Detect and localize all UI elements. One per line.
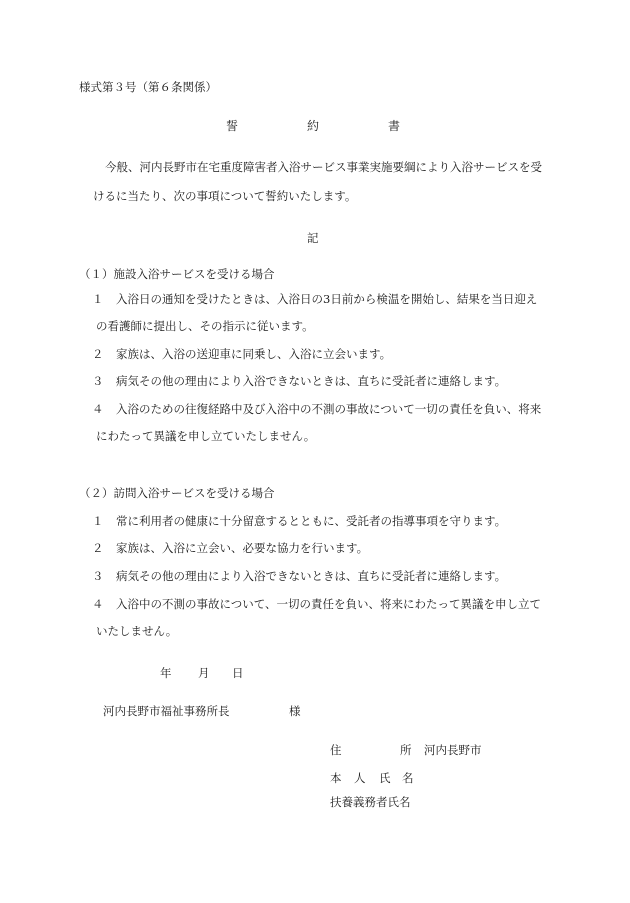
item-text-line-1: 常に利用者の健康に十分留意するとともに、受託者の指導事項を守ります。 — [116, 514, 507, 528]
item-text-line-2: いたしません。 — [96, 624, 178, 638]
name-label-char-4: 名 — [402, 771, 414, 785]
item-text-line-1: 病気その他の理由により入浴できないときは、直ちに受託者に連絡します。 — [116, 374, 507, 388]
item-number: ４ — [92, 402, 104, 416]
item-number: ４ — [92, 597, 104, 611]
item-number: ２ — [92, 541, 104, 555]
name-label-char-1: 本 — [330, 771, 342, 785]
section2-heading: （２）訪問入浴サービスを受ける場合 — [79, 486, 275, 500]
name-row — [330, 773, 450, 787]
item-text-line-2: にわたって異議を申し立ていたしません。 — [96, 429, 316, 443]
date-month: 月 — [198, 666, 210, 680]
ki-heading: 記 — [307, 231, 319, 245]
intro-line-1: 今般、河内長野市在宅重度障害者入浴サービス事業実施要綱により入浴サービスを受 — [105, 160, 542, 174]
item-number: １ — [92, 514, 104, 528]
addressee-honorific: 様 — [289, 704, 301, 718]
item-text-line-1: 家族は、入浴に立会い、必要な協力を行います。 — [116, 541, 369, 555]
name-label-char-2: 人 — [354, 771, 366, 785]
address-row — [330, 745, 530, 759]
item-text-line-1: 入浴日の通知を受けたときは、入浴日の3日前から検温を開始し、結果を当日迎え — [116, 292, 538, 306]
item-number: ３ — [92, 569, 104, 583]
form-number: 様式第３号（第６条関係） — [79, 80, 217, 94]
item-number: １ — [92, 292, 104, 306]
date-year: 年 — [160, 666, 172, 680]
date-line — [160, 668, 250, 682]
date-day: 日 — [232, 666, 244, 680]
item-number: ３ — [92, 374, 104, 388]
item-text-line-1: 入浴中の不測の事故について、一切の責任を負い、将来にわたって異議を申し立て — [116, 597, 542, 611]
name-label-char-3: 氏 — [379, 771, 391, 785]
address-label-2: 所 — [400, 743, 412, 757]
section1-heading: （１）施設入浴サービスを受ける場合 — [79, 267, 275, 281]
addressee-name: 河内長野市福祉事務所長 — [103, 704, 230, 718]
title-char-1: 誓 — [226, 119, 239, 133]
item-text-line-2: の看護師に提出し、その指示に従います。 — [96, 319, 314, 333]
item-text-line-1: 入浴のための往復経路中及び入浴中の不測の事故について一切の責任を負い、将来 — [116, 402, 542, 416]
item-text-line-1: 病気その他の理由により入浴できないときは、直ちに受託者に連絡します。 — [116, 569, 507, 583]
item-text-line-1: 家族は、入浴の送迎車に同乗し、入浴に立会います。 — [116, 347, 392, 361]
intro-line-2: けるに当たり、次の事項について誓約いたします。 — [93, 189, 357, 203]
address-label-1: 住 — [330, 743, 342, 757]
guarantor-label: 扶養義務者氏名 — [330, 795, 411, 809]
address-value: 河内長野市 — [424, 743, 482, 757]
title-char-3: 書 — [388, 119, 401, 133]
item-number: ２ — [92, 347, 104, 361]
title-char-2: 約 — [307, 119, 320, 133]
